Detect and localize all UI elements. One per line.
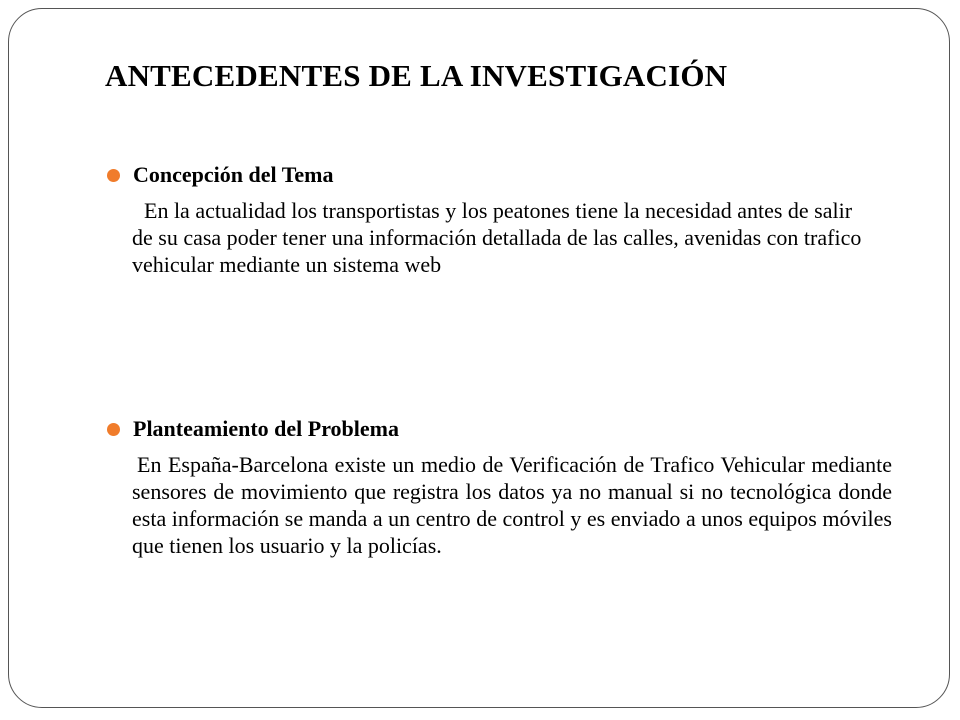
section-concepcion bbox=[107, 158, 912, 278]
section-body: En España-Barcelona existe un medio de Verificación de Trafico Vehicular mediante sensores de movimiento que registra los datos ya no manual si no tecnológica donde esta información se manda a un centro de control y es enviado a unos equipos móviles que tienen los usuario y la policías. bbox=[132, 452, 892, 558]
section-heading-row bbox=[107, 412, 912, 446]
section-planteamiento bbox=[107, 412, 912, 559]
section-body: En la actualidad los transportistas y los peatones tiene la necesidad antes de salir de su casa poder tener una información detallada de las calles, avenidas con trafico vehicular mediante un sistema web bbox=[132, 198, 862, 277]
section-heading: Concepción del Tema bbox=[133, 162, 334, 187]
orange-bullet-icon bbox=[107, 423, 120, 436]
section-heading-row bbox=[107, 158, 912, 192]
slide-title: ANTECEDENTES DE LA INVESTIGACIÓN bbox=[105, 58, 728, 93]
section-heading: Planteamiento del Problema bbox=[133, 416, 399, 441]
slide-frame bbox=[8, 8, 950, 708]
orange-bullet-icon bbox=[107, 169, 120, 182]
